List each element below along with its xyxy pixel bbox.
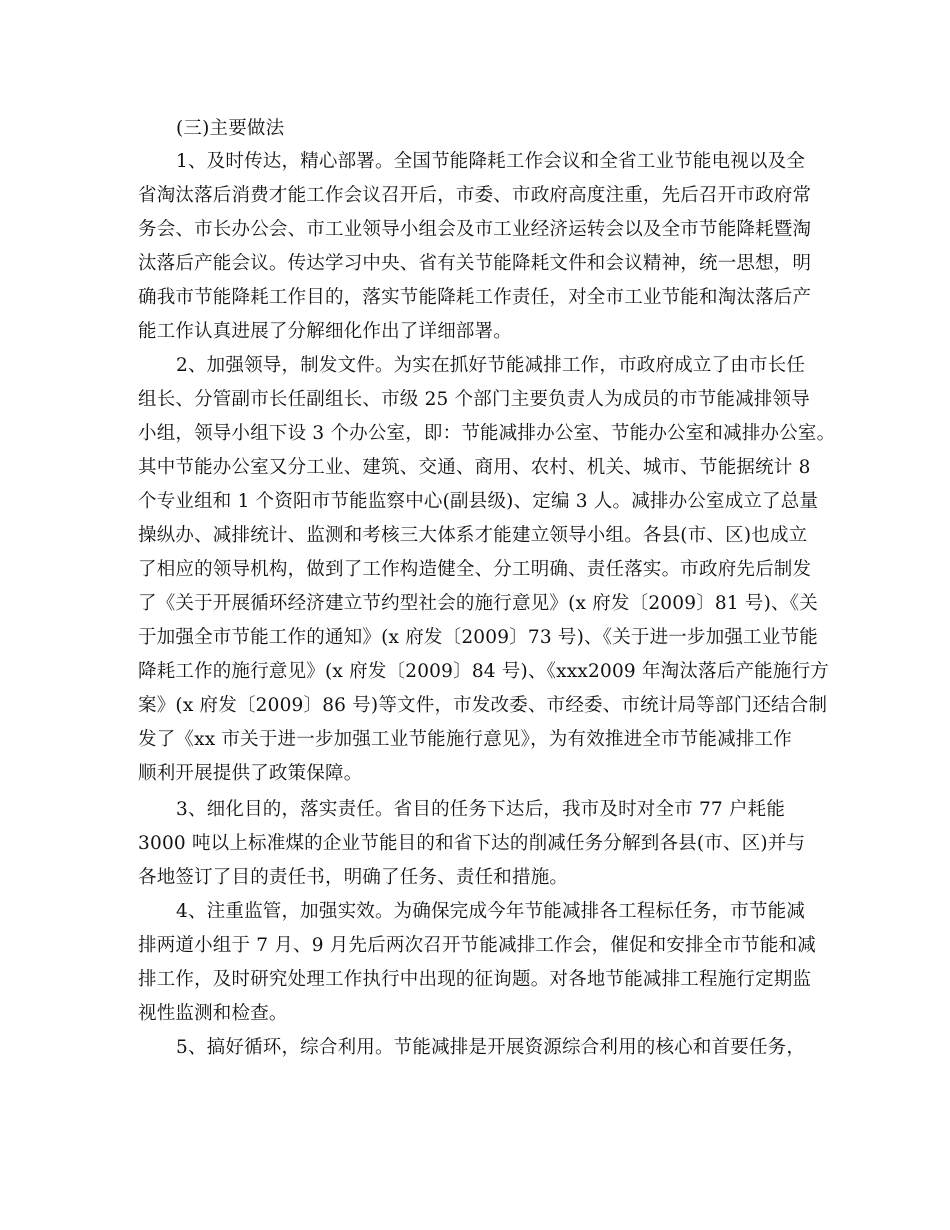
paragraph-3-line: 3000 吨以上标准煤的企业节能目的和省下达的削减任务分解到各县(市、区)并与 bbox=[138, 833, 806, 854]
paragraph-3-line: 3、细化目的，落实责任。省目的任务下达后，我市及时对全市 77 户耗能 bbox=[176, 799, 786, 820]
paragraph-2-line: 其中节能办公室又分工业、建筑、交通、商用、农村、机关、城市、节能据统计 8 bbox=[138, 457, 811, 478]
paragraph-2-line: 个专业组和 1 个资阳市节能监察中心(副县级)、定编 3 人。减排办公室成立了总量 bbox=[138, 491, 819, 512]
paragraph-1-line: 务会、市长办公会、市工业领导小组会及市工业经济运转会以及全市节能降耗暨淘 bbox=[138, 219, 812, 240]
paragraph-2-line: 2、加强领导，制发文件。为实在抓好节能减排工作，市政府成立了由市长任 bbox=[176, 355, 806, 376]
paragraph-2-line: 了相应的领导机构，做到了工作构造健全、分工明确、责任落实。市政府先后制发 bbox=[138, 559, 812, 580]
paragraph-4-line: 排工作，及时研究处理工作执行中出现的征询题。对各地节能减排工程施行定期监 bbox=[138, 969, 812, 990]
paragraph-4-line: 4、注重监管，加强实效。为确保完成今年节能减排各工程标任务，市节能减 bbox=[176, 901, 806, 922]
paragraph-3-line: 各地签订了目的责任书，明确了任务、责任和措施。 bbox=[138, 867, 569, 888]
paragraph-2-line: 于加强全市节能工作的通知》(x 府发〔2009〕73 号)、《关于进一步加强工业节能 bbox=[138, 627, 818, 648]
paragraph-1-line: 省淘汰落后消费才能工作会议召开后，市委、市政府高度注重，先后召开市政府常 bbox=[138, 185, 812, 206]
paragraph-2-line: 案》(x 府发〔2009〕86 号)等文件，市发改委、市经委、市统计局等部门还结合制 bbox=[138, 695, 828, 716]
paragraph-5-line: 5、搞好循环，综合利用。节能减排是开展资源综合利用的核心和首要任务， bbox=[176, 1037, 806, 1058]
paragraph-1-line: 确我市节能降耗工作目的，落实节能降耗工作责任，对全市工业节能和淘汰落后产 bbox=[138, 287, 812, 308]
paragraph-1-line: 汰落后产能会议。传达学习中央、省有关节能降耗文件和会议精神，统一思想，明 bbox=[138, 253, 812, 274]
paragraph-1-line: 1、及时传达，精心部署。全国节能降耗工作会议和全省工业节能电视以及全 bbox=[176, 151, 806, 172]
paragraph-1-line: 能工作认真进展了分解细化作出了详细部署。 bbox=[138, 321, 513, 342]
section-heading: (三)主要做法 bbox=[176, 118, 285, 139]
paragraph-4-line: 视性监测和检查。 bbox=[138, 1003, 288, 1024]
paragraph-4-line: 排两道小组于 7 月、9 月先后两次召开节能减排工作会，催促和安排全市节能和减 bbox=[138, 935, 816, 956]
paragraph-2-line: 发了《xx 市关于进一步加强工业节能施行意见》，为有效推进全市节能减排工作 bbox=[138, 729, 792, 750]
paragraph-2-line: 小组，领导小组下设 3 个办公室，即：节能减排办公室、节能办公室和减排办公室。 bbox=[138, 423, 836, 444]
paragraph-2-line: 降耗工作的施行意见》(x 府发〔2009〕84 号)、《xxx2009 年淘汰落后产能施行方 bbox=[138, 661, 829, 682]
paragraph-2-line: 操纵办、减排统计、监测和考核三大体系才能建立领导小组。各县(市、区)也成立 bbox=[138, 525, 808, 546]
paragraph-2-line: 组长、分管副市长任副组长、市级 25 个部门主要负责人为成员的市节能减排领导 bbox=[138, 389, 810, 410]
paragraph-2-line: 了《关于开展循环经济建立节约型社会的施行意见》(x 府发〔2009〕81 号)、《关 bbox=[138, 593, 818, 614]
paragraph-2-line: 顺利开展提供了政策保障。 bbox=[138, 763, 363, 784]
